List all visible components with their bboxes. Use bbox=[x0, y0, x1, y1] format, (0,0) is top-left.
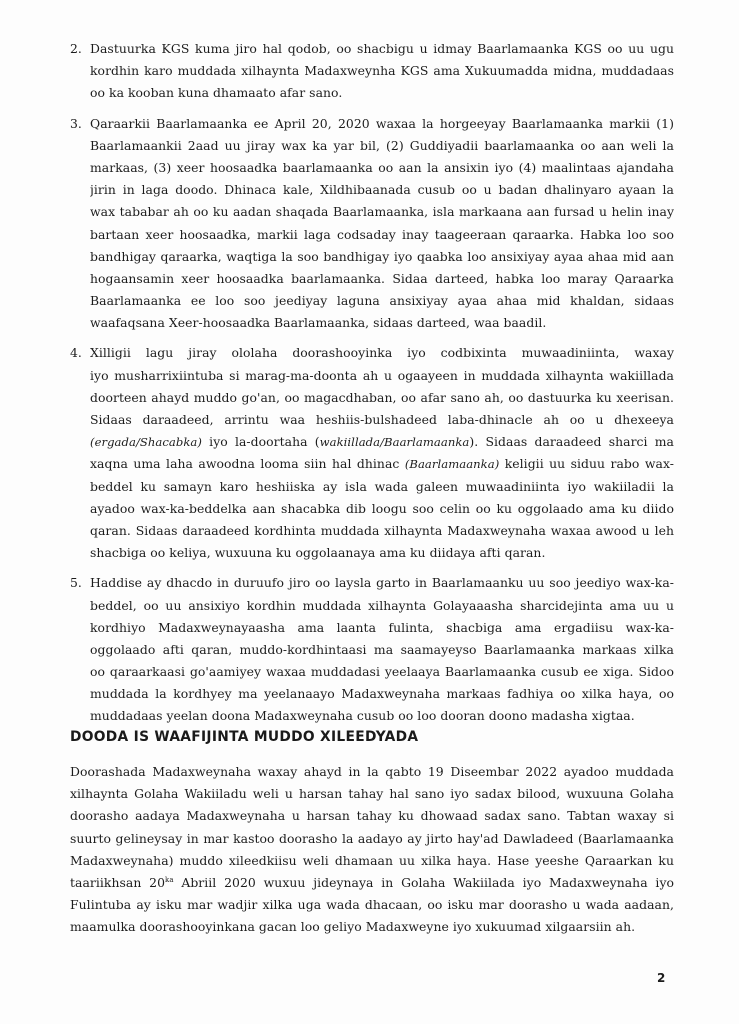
text-line: xilhaynta Golaha Wakiiladu weli u harsan tahay hal sano iyo sadax bilood, wuxuuna Golaha bbox=[70, 786, 674, 802]
list-item bbox=[70, 342, 674, 564]
text-line: Baarlamaanka ee loo soo jeediyay laguna ansixiyay ayaa ahaa mid khaldan, sidaas bbox=[90, 293, 674, 309]
item-text bbox=[90, 113, 674, 335]
text-line: oggolaado afti qaran, muddo-kordhintaasi ma saamayeyso Baarlamaanka markaas xilka bbox=[90, 641, 674, 657]
text-line: bandhigay qaraarka, waqtiga la soo bandhigay iyo qaabka loo ansixiyay ayaa ahaa mid aan bbox=[90, 248, 674, 264]
item-text bbox=[90, 38, 674, 105]
list-item bbox=[70, 38, 674, 105]
item-number: 2. bbox=[70, 41, 82, 56]
text-line: shacbiga oo keliya, wuxuuna ku oggolaanaya ama ku diidaya afti qaran. bbox=[90, 545, 546, 561]
text-line: bartaan xeer hoosaadka, markii laga codsaday inay taageeraan qaraarka. Habka loo soo bbox=[90, 226, 674, 242]
text-line: qaran. Sidaas daraadeed kordhinta muddada xilhaynta Madaxweynaha waxaa awood u leh bbox=[90, 522, 674, 538]
text-line: Xilligii lagu jiray ololaha doorashooyinka iyo codbixinta muwaadiniinta, waxay bbox=[90, 345, 674, 361]
text-line: ayadoo wax-ka-beddelka aan shacabka dib loogu soo celin oo ku oggolaado ama ku diido bbox=[90, 500, 674, 516]
text-line: waafaqsana Xeer-hoosaadka Baarlamaanka, sidaas darteed, waa baadil. bbox=[90, 315, 547, 331]
text-line: doorteen ahayd muddo go'an, oo magacdhaban, oo afar sano ah, oo dastuurka ku xeerisan. bbox=[90, 389, 674, 405]
text-line: xaqna uma laha awoodna looma siin hal dhinac (Baarlamaanka) keligii uu siduu rabo wax- bbox=[90, 456, 674, 472]
text-line: hogaansamin xeer hoosaadka baarlamaanka. Sidaa darteed, habka loo maray Qaraarka bbox=[90, 270, 674, 286]
text-line: Madaxweynaha) muddo xileedkiisu weli dhamaan uu xilka haya. Hase yeeshe Qaraarkan ku bbox=[70, 852, 674, 868]
text-line: kordhiyo Madaxweynayaasha ama laanta fulinta, shacbiga ama ergadiisu wax-ka- bbox=[90, 619, 674, 635]
text-line: iyo musharrixiintuba si marag-ma-doonta ah u ogaayeen in muddada xilhaynta wakiillada bbox=[90, 367, 674, 383]
section-heading: DOODA IS WAAFIJINTA MUDDO XILEEDYADA bbox=[70, 729, 419, 745]
item-number: 3. bbox=[70, 115, 82, 131]
item-text bbox=[90, 342, 674, 564]
text-line: beddel, oo uu ansixiyo kordhin muddada xilhaynta Golayaaasha sharcidejinta ama uu u bbox=[90, 597, 674, 613]
text-line: kordhin karo muddada xilhaynta Madaxweynha KGS ama Xukuumadda midna, muddadaas bbox=[90, 63, 674, 79]
list-item bbox=[70, 113, 674, 335]
closing-paragraph bbox=[70, 761, 674, 939]
text-line: oo qaraarkaasi go'aamiyey waxaa muddadasi yeelaaya Baarlamaanka cusub ee xiga. Sidoo bbox=[90, 664, 674, 680]
text-line: Qaraarkii Baarlamaanka ee April 20, 2020 waxaa la horgeeyay Baarlamaanka markii (1) bbox=[90, 115, 674, 131]
list-item bbox=[70, 572, 674, 727]
page-number: 2 bbox=[657, 971, 666, 985]
text-line: maamulka doorashooyinkana gacan loo geliyo Madaxweyne iyo xukuumad xilgaarsiin ah. bbox=[70, 919, 636, 935]
text-line: Fulintuba ay isku mar wadjir xilka uga wada dhacaan, oo isku mar doorasho u wada aadaan, bbox=[70, 897, 674, 913]
item-text bbox=[90, 572, 674, 727]
text-line: markaas, (3) xeer hoosaadka baarlamaanka oo aan la ansixin iyo (4) maalintaas ajandaha bbox=[90, 159, 674, 175]
text-line: beddel ku samayn karo heshiiska ay isla wada galeen muwaadiniinta iyo wakiiladii la bbox=[90, 478, 674, 494]
item-number: 5. bbox=[70, 575, 82, 591]
text-line: suurto gelineysay in mar kastoo doorasho la aadayo ay jirto hay'ad Dawladeed (Baarlamaanka bbox=[70, 830, 674, 846]
item-number: 4. bbox=[70, 345, 82, 361]
text-line: taariikhsan $20^{ka}$ Abriil 2020 wuxuu jideynaya in Golaha Wakiilada iyo Madaxweynaha iyo bbox=[70, 874, 674, 890]
text-line: doorasho aadaya Madaxweynaha u harsan tahay ku dhowaad sadax sano. Tabtan waxay si bbox=[70, 808, 674, 824]
text-line: Doorashada Madaxweynaha waxay ahayd in la qabto 19 Diseembar 2022 ayadoo muddada bbox=[70, 764, 674, 779]
numbered-list bbox=[70, 38, 674, 736]
text-line: oo ka kooban kuna dhamaato afar sano. bbox=[90, 85, 343, 101]
text-line: Baarlamaankii 2aad uu jiray wax ka yar bil, (2) Guddiyadii baarlamaanka oo aan weli la bbox=[90, 137, 674, 153]
text-line: Dastuurka KGS kuma jiro hal qodob, oo shacbigu u idmay Baarlamaanka KGS oo uu ugu bbox=[90, 41, 674, 56]
text-line: (ergada/Shacabka) iyo la-doortaha (wakiillada/Baarlamaanka). Sidaas daraadeed sharci ma bbox=[90, 434, 674, 450]
text-line: muddada la kordhyey ma yeelanaayo Madaxweynaha markaas fadhiya oo xilka haya, oo bbox=[90, 686, 674, 702]
text-line: jirin in laga doodo. Dhinaca kale, Xildhibaanada cusub oo u badan dhalinyaro ayaan la bbox=[90, 182, 674, 198]
text-line: Haddise ay dhacdo in duruufo jiro oo laysla garto in Baarlamaanku uu soo jeediyo wax-ka- bbox=[90, 575, 674, 591]
text-line: wax tababar ah oo ku aadan shaqada Baarlamaanka, isla markaana aan fursad u helin inay bbox=[90, 204, 674, 220]
text-line: Sidaas daraadeed, arrintu waa heshiis-bulshadeed laba-dhinacle ah oo u dhexeeya bbox=[90, 412, 674, 427]
text-line: muddadaas yeelan doona Madaxweynaha cusub oo loo dooran doono madasha xigtaa. bbox=[90, 708, 635, 724]
